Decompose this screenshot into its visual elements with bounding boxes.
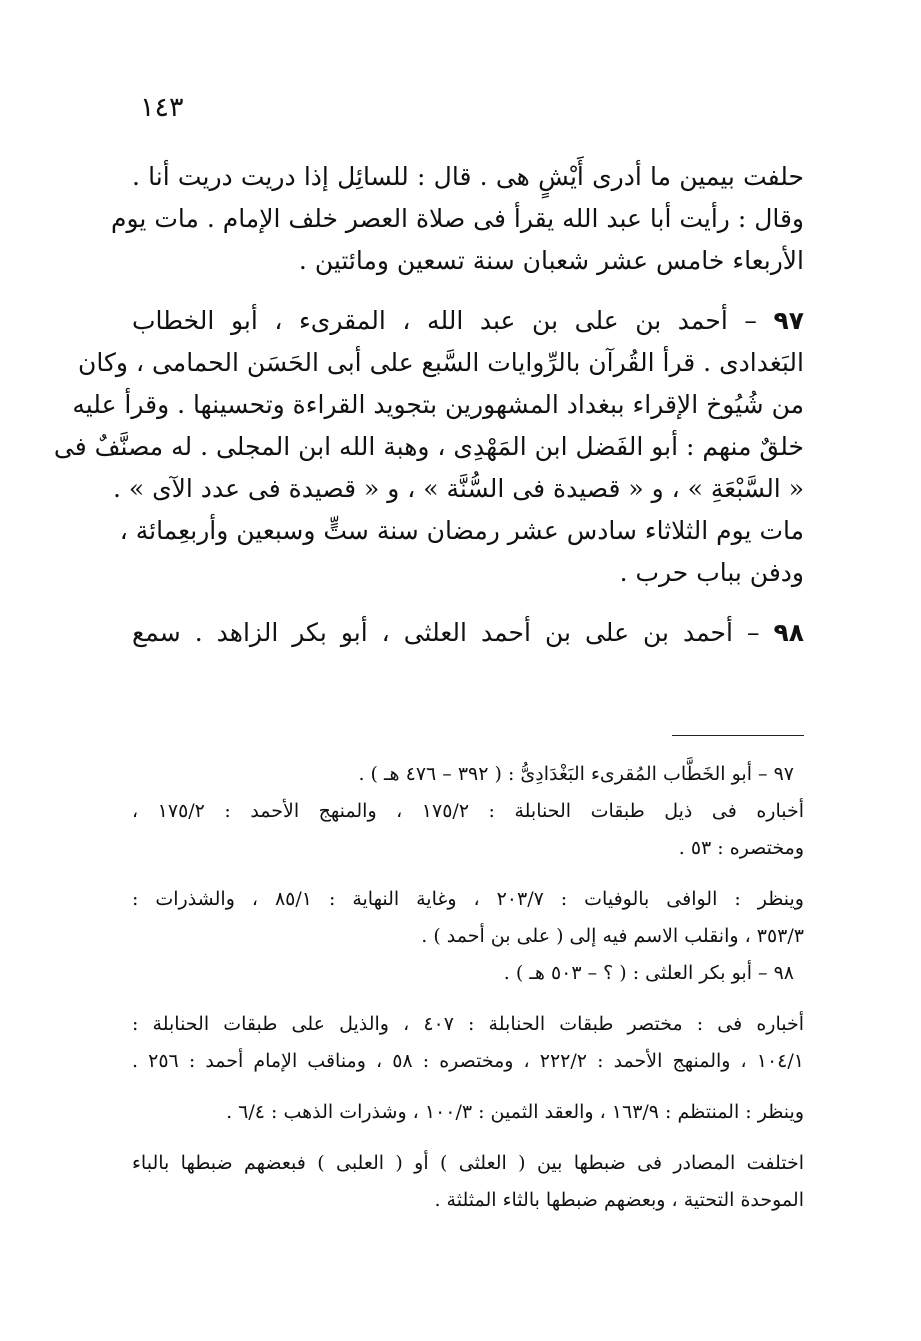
footnote-line: أخباره فى : مختصر طبقات الحنابلة : ٤٠٧ ، والذيل على طبقات الحنابلة : [132, 1013, 804, 1035]
entry-97-heading-line [132, 300, 804, 342]
entry-98-heading-line [132, 612, 804, 654]
entry-98-number: ٩٨ [773, 618, 804, 647]
text-line: ودفن بباب حرب . [619, 558, 804, 587]
text-line: حلفت بيمين ما أدرى أَيْشٍ هى . قال : للسائِل إذا دريت دريت أنا . [132, 162, 804, 191]
text-line: من شُيُوخ الإقراء ببغداد المشهورين بتجويد القراءة وتحسينها . وقرأ عليه [72, 390, 804, 419]
text-line: « السَّبْعَةِ » ، و « قصيدة فى السُّنَّة » ، و « قصيدة فى عدد الآى » . [112, 474, 804, 503]
entry-97-number: ٩٧ [773, 306, 804, 335]
footnote-line: أخباره فى ذيل طبقات الحنابلة : ١٧٥/٢ ، والمنهج الأحمد : ١٧٥/٢ ، [132, 800, 805, 822]
page-number: ١٤٣ [140, 92, 184, 123]
footnote-line: ومختصره : ٥٣ . [678, 837, 804, 859]
footnotes [132, 756, 804, 1219]
entry-97-heading: أحمد بن على بن عبد الله ، المقرىء ، أبو الخطاب [132, 306, 728, 335]
footnote-line: الموحدة التحتية ، وبعضهم ضبطها بالثاء المثلثة . [434, 1189, 804, 1211]
entry-98-heading: أحمد بن على بن أحمد العلثى ، أبو بكر الزاهد . سمع [132, 618, 733, 647]
dash: – [744, 306, 757, 335]
footnote-line: ١٠٤/١ ، والمنهج الأحمد : ٢٢٢/٢ ، ومختصره : ٥٨ ، ومناقب الإمام أحمد : ٢٥٦ . [132, 1050, 804, 1072]
footnote-98-heading: ٩٨ – أبو بكر العلثى : ( ؟ – ٥٠٣ هـ ) . [503, 962, 794, 984]
footnote-line: اختلفت المصادر فى ضبطها بين ( العلثى ) أو ( العلبى ) فبعضهم ضبطها بالباء [132, 1152, 804, 1174]
dash: – [746, 618, 760, 647]
main-text [53, 156, 804, 654]
footnote-line: وينظر : الوافى بالوفيات : ٢٠٣/٧ ، وغاية النهاية : ٨٥/١ ، والشذرات : [132, 888, 804, 910]
text-line: وقال : رأيت أبا عبد الله يقرأ فى صلاة العصر خلف الإمام . مات يوم [111, 204, 804, 233]
text-line: خلقٌ منهم : أبو الفَضل ابن المَهْدِى ، وهبة الله ابن المجلى . له مصنَّفٌ فى [53, 432, 804, 461]
text-line: مات يوم الثلاثاء سادس عشر رمضان سنة ستٍّ وسبعين وأربعِمائة ، [119, 516, 804, 545]
footnote-separator [672, 735, 804, 736]
footnote-line: ٣٥٣/٣ ، وانقلب الاسم فيه إلى ( على بن أحمد ) . [421, 925, 804, 947]
footnote-line: وينظر : المنتظم : ١٦٣/٩ ، والعقد الثمين : ١٠٠/٣ ، وشذرات الذهب : ٦/٤ . [226, 1101, 804, 1123]
text-line: الأربعاء خامس عشر شعبان سنة تسعين ومائتين . [298, 246, 804, 275]
footnote-97-heading: ٩٧ – أبو الخَطَّاب المُقرىء البَغْدَادِىُّ : ( ٣٩٢ – ٤٧٦ هـ ) . [358, 763, 794, 785]
text-line: البَغدادى . قرأ القُرآن بالرِّوايات السَّبع على أبى الحَسَن الحمامى ، وكان [78, 348, 804, 377]
